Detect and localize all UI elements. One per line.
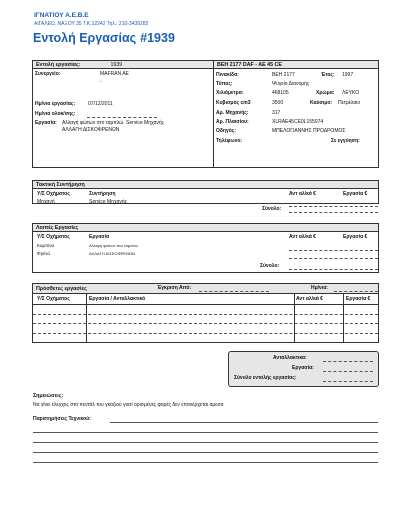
maintenance-row-desc: Service Μηχανής bbox=[89, 199, 128, 205]
extra-col-divider bbox=[343, 294, 344, 343]
tech-notes-label: Παρατηρήσεις Τεχνικού: bbox=[33, 416, 91, 422]
other-col-desc: Εργασία bbox=[89, 234, 110, 240]
other-work-title: Λοιπές Εργασίες bbox=[33, 224, 378, 232]
page-title bbox=[33, 31, 175, 45]
maintenance-total-field bbox=[289, 212, 378, 213]
km-label: Χιλιόμετρα: bbox=[216, 90, 244, 96]
phone-label: Τηλέφωνο: bbox=[216, 138, 243, 144]
extra-header-divider bbox=[32, 304, 379, 305]
maintenance-title: Τακτική Συντήρηση bbox=[33, 181, 378, 189]
tech-notes-line bbox=[33, 462, 378, 463]
notes-text: Να γίνει έλεγχος στο πεντάλ του γκαζιού γιατί ορισμένες φορές δεν επανέρχεται άμεσα bbox=[33, 402, 224, 408]
extra-col-vehicle: Υ/Σ Οχήματος bbox=[37, 296, 70, 302]
other-row-desc: ΑΛΛΑΓΗ ΔΙΣΚΟΦΡΕΝΩΝ bbox=[89, 251, 135, 256]
vehicle-header: ΒΕΗ 2177 DAF - AE 45 CE bbox=[214, 61, 378, 69]
company-address: ΑΙΓΑΛΕΩ, ΝΑΞΟΥ 35 Τ.Κ.12242 Τηλ.: 210-3439282 bbox=[34, 21, 149, 27]
maintenance-col-work: Εργασία € bbox=[343, 191, 368, 197]
extra-row-line bbox=[33, 333, 378, 334]
other-col-vehicle: Υ/Σ Οχήματος bbox=[37, 234, 70, 240]
order-label: Εντολή εργασίας: bbox=[36, 62, 81, 68]
extra-col-desc: Εργασία / Ανταλλακτικό bbox=[89, 296, 146, 302]
extra-row-line bbox=[33, 314, 378, 315]
other-total-field bbox=[289, 269, 378, 270]
chassis-value: XLRAE45CE0L155074 bbox=[272, 119, 324, 125]
year-value: 1997 bbox=[342, 72, 354, 78]
type-label: Τύπος: bbox=[216, 81, 233, 87]
extra-col-work: Εργασία € bbox=[346, 296, 371, 302]
other-row-vehicle: Καμπίνα bbox=[37, 243, 55, 248]
fuel-value: Πετρέλαιο bbox=[338, 100, 361, 106]
order-header bbox=[33, 61, 213, 69]
extra-col-divider bbox=[86, 294, 87, 343]
work-value-line2: ΑΛΛΑΓΗ ΔΙΣΚΟΦΡΕΝΩΝ bbox=[62, 127, 120, 133]
other-col-work: Εργασία € bbox=[343, 234, 368, 240]
notes-label: Σημειώσεις: bbox=[33, 393, 64, 399]
maintenance-section bbox=[32, 180, 379, 204]
tech-notes-line bbox=[33, 442, 378, 443]
extra-col-divider bbox=[294, 294, 295, 343]
color-value: ΛΕΥΚΟ bbox=[342, 90, 360, 96]
tech-notes-line bbox=[33, 432, 378, 433]
year-label: Έτος: bbox=[321, 72, 335, 78]
work-date-value: 07/12/2011 bbox=[88, 101, 113, 107]
workshop-value: MAFRAN AE bbox=[100, 71, 129, 77]
order-total-field bbox=[323, 381, 373, 382]
order-value: 1939 bbox=[110, 62, 123, 68]
other-row-desc: Αλλαγή φώτων στο ταμπλώ bbox=[89, 243, 138, 248]
workshop-dash: - bbox=[100, 79, 102, 85]
extra-row-line bbox=[33, 323, 378, 324]
extra-date-label: Ημ/νια: bbox=[311, 285, 328, 291]
company-name: ΙΓΝΑΤΙΟΥ Α.Ε.Β.Ε bbox=[34, 12, 89, 19]
engine-value: 317 bbox=[272, 110, 281, 116]
parts-total-field bbox=[323, 361, 373, 362]
order-total-label: Σύνολο εντολής εργασίας: bbox=[234, 375, 297, 381]
cc-value: 3500 bbox=[272, 100, 284, 106]
type-value: Ψυγείο Διανομής bbox=[272, 81, 310, 87]
tech-notes-line bbox=[33, 452, 378, 453]
other-total-label: Σύνολο: bbox=[260, 263, 280, 269]
other-work-section bbox=[32, 223, 379, 273]
color-label: Χρώμα: bbox=[316, 90, 335, 96]
extra-col-amount: Αντ αλ/κά € bbox=[296, 296, 323, 302]
maintenance-row-amount-field bbox=[289, 206, 378, 207]
warranty-label: Σε εγγύηση: bbox=[331, 138, 360, 144]
driver-label: Οδηγός: bbox=[216, 128, 237, 134]
work-label: Εργασία: bbox=[35, 120, 57, 126]
order-number: #1939 bbox=[140, 31, 175, 45]
work-date-label: Ημ/νια εργασίας: bbox=[35, 101, 76, 107]
completion-date-label: Ημ/νια ολοκ/σης: bbox=[35, 111, 76, 117]
chassis-label: Αρ. Πλαισίου: bbox=[216, 119, 249, 125]
work-total-field bbox=[323, 371, 373, 372]
extra-work-title: Πρόσθετες εργασίες bbox=[36, 286, 87, 292]
maintenance-row-vehicle: Μηχανή bbox=[37, 199, 55, 205]
extra-date-field bbox=[334, 291, 378, 292]
plate-value: ΒΕΗ 2177 bbox=[272, 72, 295, 78]
work-value-line1: Αλλαγή φώτων στο ταμπλώ. Service Μηχανής bbox=[62, 120, 165, 126]
cc-label: Κυβισμός cm3 bbox=[216, 100, 251, 106]
maintenance-col-vehicle: Υ/Σ Οχήματος bbox=[37, 191, 70, 197]
work-total-label: Εργασία: bbox=[292, 365, 314, 371]
fuel-label: Καύσιμο: bbox=[310, 100, 333, 106]
other-row-amount-field bbox=[289, 250, 378, 251]
completion-date-field bbox=[87, 117, 157, 118]
tech-notes-line bbox=[110, 422, 378, 423]
engine-label: Αρ. Μηχανής: bbox=[216, 110, 249, 116]
driver-value: ΜΠΕΛΟΓΙΑΝΝΗΣ ΠΡΟΔΡΟΜΟΣ bbox=[272, 128, 346, 134]
workshop-label: Συνεργείο: bbox=[35, 71, 61, 77]
km-value: 468105 bbox=[272, 90, 289, 96]
extra-work-section bbox=[32, 283, 379, 343]
other-col-amount: Αντ αλ/κά € bbox=[289, 234, 316, 240]
title-text: Εντολή Εργασίας bbox=[33, 31, 137, 45]
other-row-amount-field bbox=[289, 258, 378, 259]
plate-label: Πινακίδα: bbox=[216, 72, 239, 78]
maintenance-col-desc: Συντήρηση bbox=[89, 191, 116, 197]
maintenance-col-amount: Αντ αλ/κά € bbox=[289, 191, 316, 197]
approval-label: Έγκριση Από: bbox=[157, 285, 192, 291]
other-row-vehicle: Φρένα bbox=[37, 251, 51, 256]
parts-total-label: Ανταλλακτικα: bbox=[273, 355, 307, 361]
maintenance-total-label: Σύνολο: bbox=[262, 206, 282, 212]
approval-field bbox=[199, 291, 269, 292]
